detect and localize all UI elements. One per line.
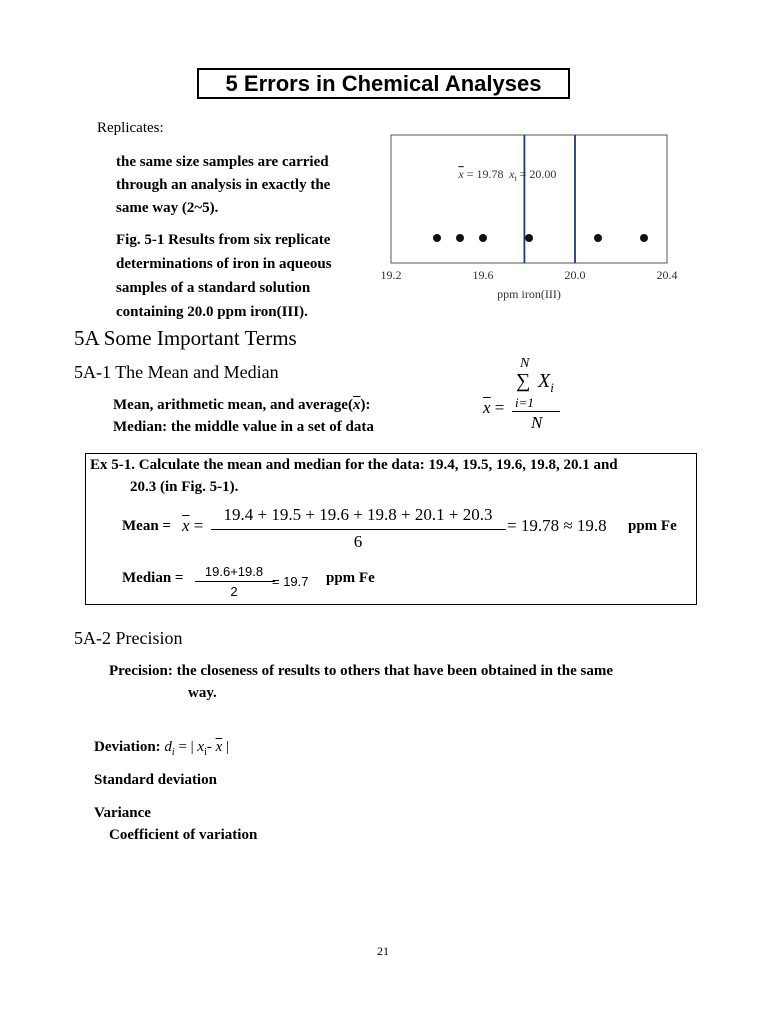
formula-denominator: N <box>531 413 543 432</box>
xbar-symbol: $\overline{x}$ <box>352 397 361 413</box>
deviation-minus: - <box>206 739 216 755</box>
deviation-x: x <box>197 739 205 755</box>
data-point <box>525 234 533 242</box>
sum-lower-limit: i=1 <box>515 395 534 410</box>
deviation-xbar: $\overline{x}$ <box>215 739 223 755</box>
figure-5-1-chart <box>372 132 688 304</box>
mean-denominator: 6 <box>353 532 363 551</box>
reference-line-value: = 19.78 <box>463 167 504 181</box>
formula-fraction-line <box>512 411 560 412</box>
deviation-eq: = | <box>174 739 198 755</box>
data-point <box>479 234 487 242</box>
data-point <box>594 234 602 242</box>
caption-line: determinations of iron in aqueous <box>116 256 332 272</box>
mean-result: = 19.78 ≈ 19.8 <box>507 516 607 535</box>
deviation-x-sub: i <box>204 747 207 758</box>
caption-line: samples of a standard solution <box>116 280 311 296</box>
replicates-label: Replicates: <box>97 120 164 136</box>
replicates-line: the same size samples are carried <box>116 154 329 170</box>
coefficient-label: Coefficient of variation <box>109 827 258 843</box>
standard-deviation-label: Standard deviation <box>94 772 217 788</box>
sum-symbol: ∑ <box>516 370 531 392</box>
formula-equals: = <box>494 398 505 417</box>
caption-line: containing 20.0 ppm iron(III). <box>116 304 308 320</box>
x-tick-label: 20.4 <box>656 268 678 282</box>
page-title: 5 Errors in Chemical Analyses <box>197 68 570 99</box>
reference-line-symbol: x <box>509 167 515 181</box>
sum-term <box>538 370 554 396</box>
reference-line-subscript: t <box>514 174 517 183</box>
mean-equals: = <box>193 516 204 535</box>
mean-def-suffix: ): <box>360 397 371 413</box>
x-axis-label: ppm iron(III) <box>497 287 561 301</box>
mean-numerator: 19.4 + 19.5 + 19.6 + 19.8 + 20.1 + 20.3 <box>223 505 493 524</box>
median-label: Median = <box>122 570 184 586</box>
sum-term-sub: i <box>550 380 554 395</box>
mean-fraction-line <box>211 529 506 530</box>
mean-def-prefix: Mean, arithmetic mean, and average( <box>113 397 353 413</box>
section-5a1-heading: 5A-1 The Mean and Median <box>74 362 279 382</box>
x-tick-label: 19.6 <box>472 268 494 282</box>
x-tick-label: 19.2 <box>380 268 402 282</box>
reference-line-symbol: x <box>458 167 464 181</box>
x-tick-label: 20.0 <box>564 268 586 282</box>
figure-caption <box>116 228 332 324</box>
data-point <box>433 234 441 242</box>
mean-label: Mean = <box>122 518 171 534</box>
mean-definition <box>113 397 370 414</box>
deviation-definition <box>94 739 229 758</box>
mean-unit: ppm Fe <box>628 518 677 534</box>
example-line-1: Ex 5-1. Calculate the mean and median for the data: 19.4, 19.5, 19.6, 19.8, 20.1 and <box>90 457 618 473</box>
sum-upper-limit: N <box>520 356 530 371</box>
section-5a2-heading: 5A-2 Precision <box>74 628 183 648</box>
variance-label: Variance <box>94 805 151 821</box>
data-point <box>456 234 464 242</box>
median-result: = 19.7 <box>272 574 309 589</box>
formula-lhs <box>483 398 504 418</box>
example-box <box>85 453 697 605</box>
reference-line-label <box>457 167 503 181</box>
data-point <box>640 234 648 242</box>
deviation-close: | <box>222 739 230 755</box>
example-line-2: 20.3 (in Fig. 5-1). <box>130 479 239 495</box>
median-unit: ppm Fe <box>326 570 375 586</box>
replicates-text <box>116 151 330 220</box>
section-5a-heading: 5A Some Important Terms <box>74 326 297 350</box>
median-definition: Median: the middle value in a set of data <box>113 419 374 435</box>
precision-line-2: way. <box>188 685 217 701</box>
page-number: 21 <box>377 944 389 958</box>
reference-line-value: = 20.00 <box>516 167 557 181</box>
plot-frame <box>391 135 667 263</box>
reference-line-label <box>508 167 556 183</box>
mean-lhs <box>182 516 203 536</box>
deviation-d: d <box>164 739 172 755</box>
precision-line-1: Precision: the closeness of results to others that have been obtained in the same <box>109 663 613 679</box>
replicates-line: same way (2~5). <box>116 200 219 216</box>
replicates-line: through an analysis in exactly the <box>116 177 331 193</box>
deviation-d-sub: i <box>171 747 175 758</box>
deviation-label: Deviation: <box>94 739 165 755</box>
median-numerator: 19.6+19.8 <box>204 564 264 579</box>
median-fraction-line <box>195 581 275 582</box>
formula-xbar: $\overline{x}$ <box>483 398 491 417</box>
mean-xbar: $\overline{x}$ <box>182 516 190 535</box>
sum-term-var: X <box>538 370 551 392</box>
median-denominator: 2 <box>230 584 238 599</box>
caption-line: Fig. 5-1 Results from six replicate <box>116 232 331 248</box>
